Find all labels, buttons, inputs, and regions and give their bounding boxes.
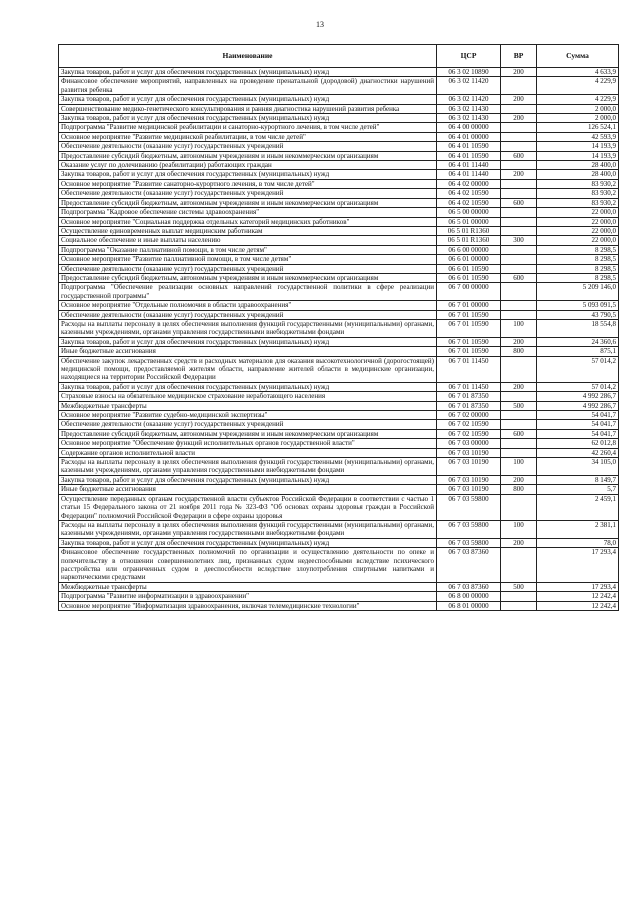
cell-sum: 83 930,2: [537, 179, 619, 188]
cell-csr: 06 7 03 00000: [437, 439, 501, 448]
cell-name: Основное мероприятие "Развитие паллиативной помощи, в том числе детям": [59, 255, 437, 264]
table-row: [59, 439, 619, 448]
table-header-row: [59, 45, 619, 68]
table-row: [59, 208, 619, 217]
cell-csr: 06 3 02 10890: [437, 68, 501, 77]
cell-sum: 8 298,5: [537, 264, 619, 273]
cell-csr: 06 3 02 11430: [437, 104, 501, 113]
cell-vr: 200: [501, 382, 537, 391]
cell-name: Подпрограмма "Обеспечение реализации основных направлений государственной политики в сфере реализации государственной программы": [59, 283, 437, 301]
cell-name: Обеспечение деятельности (оказание услуг) государственных учреждений: [59, 264, 437, 273]
table-row: [59, 217, 619, 226]
cell-name: Подпрограмма "Кадровое обеспечение системы здравоохранения": [59, 208, 437, 217]
cell-vr: 600: [501, 273, 537, 282]
cell-vr: [501, 310, 537, 319]
cell-sum: 78,0: [537, 538, 619, 547]
cell-csr: 06 7 01 00000: [437, 301, 501, 310]
cell-name: Закупка товаров, работ и услуг для обеспечения государственных (муниципальных) нужд: [59, 475, 437, 484]
table-row: [59, 114, 619, 123]
cell-vr: [501, 601, 537, 610]
cell-sum: 57 014,2: [537, 356, 619, 382]
cell-name: Предоставление субсидий бюджетным, автономным учреждениям и иным некоммерческим организациям: [59, 273, 437, 282]
cell-vr: [501, 77, 537, 95]
table-row: [59, 161, 619, 170]
cell-csr: 06 7 02 10590: [437, 429, 501, 438]
table-row: [59, 538, 619, 547]
cell-vr: [501, 392, 537, 401]
table-row: [59, 420, 619, 429]
cell-csr: 06 5 01 00000: [437, 217, 501, 226]
table-row: [59, 310, 619, 319]
cell-csr: 06 7 03 10190: [437, 485, 501, 494]
table-row: [59, 485, 619, 494]
cell-vr: 800: [501, 485, 537, 494]
cell-sum: 28 400,0: [537, 161, 619, 170]
cell-vr: 200: [501, 337, 537, 346]
cell-vr: 600: [501, 198, 537, 207]
cell-sum: 8 298,5: [537, 245, 619, 254]
cell-csr: 06 7 03 10190: [437, 448, 501, 457]
cell-name: Финансовое обеспечение мероприятий, направленных на проведение пренатальной (дородовой) диагностики нарушений развития ребенка: [59, 77, 437, 95]
cell-csr: 06 5 01 R1360: [437, 236, 501, 245]
table-row: [59, 264, 619, 273]
table-row: [59, 458, 619, 476]
cell-sum: 17 293,4: [537, 582, 619, 591]
table-row: [59, 356, 619, 382]
cell-sum: 22 000,0: [537, 236, 619, 245]
table-row: [59, 601, 619, 610]
cell-csr: 06 7 01 87350: [437, 392, 501, 401]
cell-sum: 2 459,1: [537, 494, 619, 520]
cell-name: Закупка товаров, работ и услуг для обеспечения государственных (муниципальных) нужд: [59, 538, 437, 547]
cell-name: Основное мероприятие "Информатизация здравоохранения, включая телемедицинские технологии": [59, 601, 437, 610]
cell-name: Иные бюджетные ассигнования: [59, 485, 437, 494]
table-row: [59, 429, 619, 438]
cell-name: Основное мероприятие "Развитие медицинской реабилитации, в том числе детей": [59, 132, 437, 141]
cell-vr: [501, 356, 537, 382]
cell-sum: 2 000,0: [537, 104, 619, 113]
cell-name: Страховые взносы на обязательное медицинское страхование неработающего населения: [59, 392, 437, 401]
cell-sum: 2 381,1: [537, 520, 619, 538]
cell-csr: 06 4 01 11440: [437, 161, 501, 170]
cell-sum: 43 790,5: [537, 310, 619, 319]
cell-sum: 126 524,1: [537, 123, 619, 132]
table-row: [59, 319, 619, 337]
cell-name: Социальное обеспечение и иные выплаты населению: [59, 236, 437, 245]
table-row: [59, 448, 619, 457]
page-number: 13: [316, 20, 324, 29]
cell-vr: 600: [501, 429, 537, 438]
cell-sum: 24 360,6: [537, 337, 619, 346]
table-row: [59, 382, 619, 391]
cell-name: Подпрограмма "Развитие информатизации в здравоохранении": [59, 592, 437, 601]
table-row: [59, 337, 619, 346]
cell-csr: 06 7 03 87360: [437, 548, 501, 583]
cell-sum: 83 930,2: [537, 198, 619, 207]
cell-sum: 8 149,7: [537, 475, 619, 484]
table-row: [59, 520, 619, 538]
cell-vr: [501, 142, 537, 151]
cell-csr: 06 4 02 10590: [437, 198, 501, 207]
cell-csr: 06 3 02 11420: [437, 95, 501, 104]
table-row: [59, 104, 619, 113]
cell-vr: [501, 592, 537, 601]
table-row: [59, 179, 619, 188]
cell-csr: 06 7 01 11450: [437, 356, 501, 382]
table-row: [59, 582, 619, 591]
table-row: [59, 189, 619, 198]
table-row: [59, 68, 619, 77]
cell-vr: [501, 123, 537, 132]
cell-sum: 2 000,0: [537, 114, 619, 123]
cell-sum: 5 209 146,0: [537, 283, 619, 301]
cell-csr: 06 8 00 00000: [437, 592, 501, 601]
header-sum: Сумма: [537, 45, 619, 68]
cell-name: Расходы на выплаты персоналу в целях обеспечения выполнения функций государственными (муниципальными) органами, казенными учреждениями, органами управления государственными внебюджетными фондами: [59, 520, 437, 538]
table-row: [59, 151, 619, 160]
cell-vr: 600: [501, 151, 537, 160]
cell-vr: 300: [501, 236, 537, 245]
cell-csr: 06 4 00 00000: [437, 123, 501, 132]
cell-csr: 06 7 01 10590: [437, 347, 501, 356]
cell-csr: 06 5 01 R1360: [437, 226, 501, 235]
cell-sum: 22 000,0: [537, 226, 619, 235]
cell-sum: 57 014,2: [537, 382, 619, 391]
table-row: [59, 548, 619, 583]
cell-csr: 06 4 01 10590: [437, 151, 501, 160]
cell-csr: 06 7 03 10190: [437, 458, 501, 476]
cell-name: Закупка товаров, работ и услуг для обеспечения государственных (муниципальных) нужд: [59, 114, 437, 123]
cell-csr: 06 4 01 11440: [437, 170, 501, 179]
cell-sum: 54 041,7: [537, 411, 619, 420]
cell-vr: [501, 264, 537, 273]
cell-sum: 62 012,8: [537, 439, 619, 448]
cell-name: Оказание услуг по долечиванию (реабилитации) работающих граждан: [59, 161, 437, 170]
cell-csr: 06 4 02 10590: [437, 189, 501, 198]
cell-csr: 06 4 01 00000: [437, 132, 501, 141]
cell-sum: 12 242,4: [537, 601, 619, 610]
cell-sum: 22 000,0: [537, 217, 619, 226]
cell-sum: 875,1: [537, 347, 619, 356]
cell-vr: [501, 245, 537, 254]
table-row: [59, 95, 619, 104]
cell-vr: [501, 226, 537, 235]
cell-name: Обеспечение деятельности (оказание услуг) государственных учреждений: [59, 142, 437, 151]
cell-name: Закупка товаров, работ и услуг для обеспечения государственных (муниципальных) нужд: [59, 382, 437, 391]
cell-name: Обеспечение деятельности (оказание услуг) государственных учреждений: [59, 189, 437, 198]
cell-vr: [501, 494, 537, 520]
cell-name: Осуществление переданных органам государственной власти субъектов Российской Федерации в соответствии с частью 1 статьи 15 Федерального закона от 21 ноября 2011 года № 323-ФЗ "Об основах охраны здоровья граждан в Российской Федерации" полномочий Российской Федерации в сфере охраны здоровья: [59, 494, 437, 520]
cell-name: Расходы на выплаты персоналу в целях обеспечения выполнения функций государственными (муниципальными) органами, казенными учреждениями, органами управления государственными внебюджетными фондами: [59, 458, 437, 476]
cell-sum: 34 105,0: [537, 458, 619, 476]
cell-vr: [501, 255, 537, 264]
cell-name: Обеспечение деятельности (оказание услуг) государственных учреждений: [59, 420, 437, 429]
cell-csr: 06 7 02 10590: [437, 420, 501, 429]
cell-sum: 14 193,9: [537, 151, 619, 160]
table-row: [59, 245, 619, 254]
cell-sum: 5,7: [537, 485, 619, 494]
cell-csr: 06 7 01 10590: [437, 319, 501, 337]
table-row: [59, 475, 619, 484]
cell-sum: 54 041,7: [537, 420, 619, 429]
cell-vr: [501, 189, 537, 198]
cell-vr: 200: [501, 170, 537, 179]
table-row: [59, 283, 619, 301]
cell-csr: 06 6 01 10590: [437, 273, 501, 282]
cell-sum: 12 242,4: [537, 592, 619, 601]
cell-name: Предоставление субсидий бюджетным, автономным учреждениям и иным некоммерческим организациям: [59, 198, 437, 207]
cell-name: Осуществление единовременных выплат медицинским работникам: [59, 226, 437, 235]
cell-csr: 06 6 01 00000: [437, 255, 501, 264]
cell-sum: 4 229,9: [537, 77, 619, 95]
header-vr: ВР: [501, 45, 537, 68]
cell-name: Закупка товаров, работ и услуг для обеспечения государственных (муниципальных) нужд: [59, 95, 437, 104]
cell-name: Подпрограмма "Оказание паллиативной помощи, в том числе детям": [59, 245, 437, 254]
cell-sum: 83 930,2: [537, 189, 619, 198]
cell-sum: 4 992 286,7: [537, 392, 619, 401]
cell-name: Иные бюджетные ассигнования: [59, 347, 437, 356]
cell-vr: [501, 448, 537, 457]
cell-sum: 4 229,9: [537, 95, 619, 104]
cell-sum: 5 093 091,5: [537, 301, 619, 310]
cell-sum: 28 400,0: [537, 170, 619, 179]
cell-vr: 200: [501, 538, 537, 547]
cell-vr: [501, 411, 537, 420]
cell-vr: [501, 420, 537, 429]
cell-name: Совершенствование медико-генетического консультирования и ранняя диагностика нарушений развития ребенка: [59, 104, 437, 113]
cell-name: Основное мероприятие "Обеспечение функций исполнительных органов государственной власти": [59, 439, 437, 448]
table-row: [59, 392, 619, 401]
cell-csr: 06 4 01 10590: [437, 142, 501, 151]
table-row: [59, 592, 619, 601]
cell-csr: 06 7 01 10590: [437, 310, 501, 319]
cell-name: Содержание органов исполнительной власти: [59, 448, 437, 457]
cell-vr: 500: [501, 582, 537, 591]
cell-csr: 06 7 01 87350: [437, 401, 501, 410]
cell-csr: 06 7 02 00000: [437, 411, 501, 420]
cell-name: Основное мероприятие "Социальная поддержка отдельных категорий медицинских работников": [59, 217, 437, 226]
cell-vr: 200: [501, 68, 537, 77]
cell-vr: [501, 104, 537, 113]
cell-csr: 06 6 00 00000: [437, 245, 501, 254]
cell-vr: 100: [501, 458, 537, 476]
cell-csr: 06 7 01 10590: [437, 337, 501, 346]
cell-sum: 14 193,9: [537, 142, 619, 151]
cell-csr: 06 7 03 10190: [437, 475, 501, 484]
cell-csr: 06 5 00 00000: [437, 208, 501, 217]
cell-name: Закупка товаров, работ и услуг для обеспечения государственных (муниципальных) нужд: [59, 68, 437, 77]
cell-sum: 8 298,5: [537, 273, 619, 282]
cell-sum: 18 554,8: [537, 319, 619, 337]
cell-vr: [501, 179, 537, 188]
table-row: [59, 170, 619, 179]
cell-csr: 06 7 01 11450: [437, 382, 501, 391]
cell-csr: 06 7 00 00000: [437, 283, 501, 301]
table-row: [59, 226, 619, 235]
cell-name: Межбюджетные трансферты: [59, 401, 437, 410]
cell-name: Основное мероприятие "Развитие судебно-медицинской экспертизы": [59, 411, 437, 420]
cell-name: Обеспечение закупок лекарственных средств и расходных материалов для оказания высокотехнологичной (дорогостоящей) медицинской помощи, предоставляемой жителям области, направление жителей области в медицинские организации, находящиеся на территории Российской Федерации: [59, 356, 437, 382]
cell-csr: 06 3 02 11430: [437, 114, 501, 123]
cell-vr: [501, 301, 537, 310]
cell-name: Предоставление субсидий бюджетным, автономным учреждениям и иным некоммерческим организациям: [59, 151, 437, 160]
cell-csr: 06 7 03 59800: [437, 538, 501, 547]
cell-vr: [501, 161, 537, 170]
cell-csr: 06 6 01 10590: [437, 264, 501, 273]
cell-name: Расходы на выплаты персоналу в целях обеспечения выполнения функций государственными (муниципальными) органами, казенными учреждениями, органами управления государственными внебюджетными фондами: [59, 319, 437, 337]
table-row: [59, 273, 619, 282]
cell-sum: 4 992 286,7: [537, 401, 619, 410]
table-row: [59, 198, 619, 207]
cell-vr: [501, 132, 537, 141]
cell-name: Межбюджетные трансферты: [59, 582, 437, 591]
table-row: [59, 236, 619, 245]
cell-name: Основное мероприятие "Отдельные полномочия в области здравоохранения": [59, 301, 437, 310]
cell-vr: 200: [501, 475, 537, 484]
cell-csr: 06 7 03 87360: [437, 582, 501, 591]
cell-csr: 06 4 02 00000: [437, 179, 501, 188]
cell-sum: 42 593,9: [537, 132, 619, 141]
cell-vr: 800: [501, 347, 537, 356]
header-name: Наименование: [59, 45, 437, 68]
budget-table: [58, 44, 619, 611]
table-row: [59, 494, 619, 520]
cell-vr: 200: [501, 114, 537, 123]
cell-name: Предоставление субсидий бюджетным, автономным учреждениям и иным некоммерческим организациям: [59, 429, 437, 438]
cell-sum: 54 041,7: [537, 429, 619, 438]
cell-csr: 06 3 02 11420: [437, 77, 501, 95]
header-csr: ЦСР: [437, 45, 501, 68]
table-row: [59, 255, 619, 264]
table-row: [59, 301, 619, 310]
cell-csr: 06 7 03 59800: [437, 494, 501, 520]
cell-sum: 42 260,4: [537, 448, 619, 457]
cell-sum: 8 298,5: [537, 255, 619, 264]
cell-vr: [501, 283, 537, 301]
table-row: [59, 347, 619, 356]
cell-csr: 06 8 01 00000: [437, 601, 501, 610]
cell-sum: 22 000,0: [537, 208, 619, 217]
cell-vr: 100: [501, 319, 537, 337]
cell-vr: 200: [501, 95, 537, 104]
cell-vr: 100: [501, 520, 537, 538]
cell-csr: 06 7 03 59800: [437, 520, 501, 538]
cell-name: Обеспечение деятельности (оказание услуг) государственных учреждений: [59, 310, 437, 319]
cell-name: Подпрограмма "Развитие медицинской реабилитации и санаторно-курортного лечения, в том числе детей": [59, 123, 437, 132]
cell-vr: 500: [501, 401, 537, 410]
cell-vr: [501, 548, 537, 583]
cell-vr: [501, 439, 537, 448]
cell-sum: 17 293,4: [537, 548, 619, 583]
cell-name: Закупка товаров, работ и услуг для обеспечения государственных (муниципальных) нужд: [59, 337, 437, 346]
cell-name: Закупка товаров, работ и услуг для обеспечения государственных (муниципальных) нужд: [59, 170, 437, 179]
table-row: [59, 77, 619, 95]
cell-vr: [501, 208, 537, 217]
cell-name: Основное мероприятие "Развитие санаторно-курортного лечения, в том числе детей": [59, 179, 437, 188]
table-row: [59, 123, 619, 132]
table-row: [59, 132, 619, 141]
cell-vr: [501, 217, 537, 226]
cell-name: Финансовое обеспечение государственных полномочий по организации и осуществлению деятельности по опеке и попечительству в отношении совершеннолетних лиц, признанных судом недееспособными вследствие психического расстройства или ограниченных судом в дееспособности вследствие злоупотребления спиртными напитками и наркотическими средствами: [59, 548, 437, 583]
table-row: [59, 411, 619, 420]
table-row: [59, 401, 619, 410]
cell-sum: 4 633,9: [537, 68, 619, 77]
table-row: [59, 142, 619, 151]
